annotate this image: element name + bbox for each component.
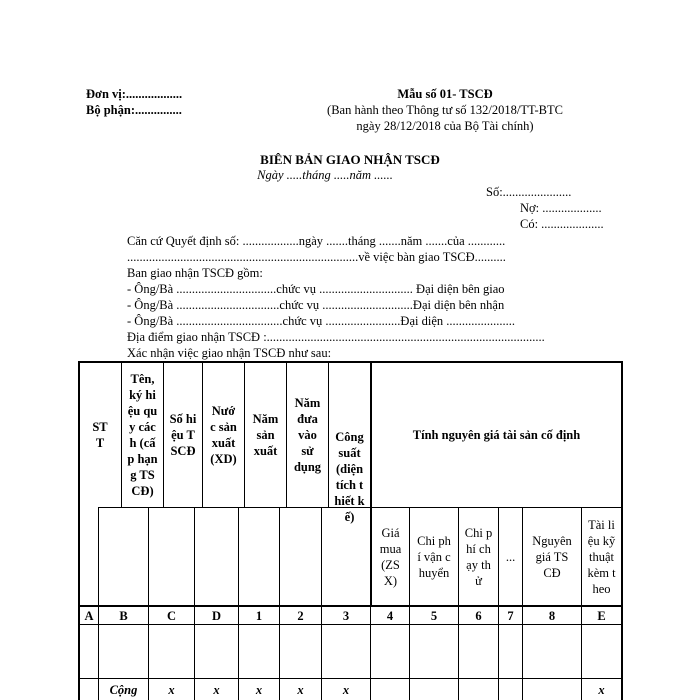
code-2: 2 [297, 608, 304, 623]
person-line-1: - Ông/Bà ................................chức vụ .............................. Đại diện bên giao [127, 282, 505, 296]
code-8: 8 [548, 608, 556, 623]
code-b: B [119, 608, 128, 623]
total-e: x [598, 682, 605, 697]
total-3: x [342, 682, 350, 697]
header-stt: STT [92, 420, 108, 450]
total-c: x [168, 682, 175, 697]
ban-giao-heading: Ban giao nhận TSCĐ gồm: [127, 266, 263, 280]
header-nam-sx: Năm sản xuất [252, 412, 279, 458]
code-6: 6 [475, 608, 482, 623]
don-vi-label: Đơn vị:.................. [86, 87, 183, 101]
person-line-2: - Ông/Bà .................................chức vụ .............................Đại diện bên nhận [127, 298, 505, 312]
can-cu-line-2: ..........................................................................về việc bàn giao TSCĐ.......... [127, 250, 506, 264]
location-line: Địa điểm giao nhận TSCĐ :......................................................................................... [127, 330, 545, 344]
header-group-nguyen-gia: Tính nguyên giá tài sản cố định [412, 428, 581, 442]
code-e: E [597, 608, 606, 623]
code-4: 4 [386, 608, 394, 623]
no-field: Nợ: ................... [520, 201, 602, 215]
header-tai-lieu: Tài liệu kỹ thuật kèm theo [587, 517, 616, 596]
form-number: Mẫu số 01- TSCĐ [397, 87, 493, 101]
header-nuoc-sx: Nước sản xuất (XD) [210, 404, 237, 466]
asset-table [78, 361, 623, 700]
bo-phan-label: Bộ phận:............... [86, 103, 182, 117]
total-1: x [255, 682, 263, 697]
header-dots: ... [505, 549, 516, 564]
issuance-note: (Ban hành theo Thông tư số 132/2018/TT-BTC [327, 103, 563, 117]
header-cp-van-chuyen: Chi phí vận chuyển [417, 533, 451, 580]
header-so-hieu: Số hiệu TSCĐ [169, 412, 197, 458]
code-5: 5 [430, 608, 438, 623]
date-line: Ngày .....tháng .....năm ...... [257, 168, 393, 182]
document-title: BIÊN BẢN GIAO NHẬN TSCĐ [260, 152, 440, 167]
header-ten: Tên, ký hiệu quy cách (cấp hạng TSCĐ) [127, 372, 158, 498]
total-d: x [213, 682, 220, 697]
so-field: Số:...................... [486, 185, 572, 199]
code-a: A [84, 608, 94, 623]
person-line-3: - Ông/Bà ..................................chức vụ ........................Đại diện ...................... [127, 314, 515, 328]
can-cu-line: Căn cứ Quyết định số: ..................ngày .......tháng .......năm .......của ............ [127, 234, 506, 248]
header-nam-dua: Năm đưa vào sử dụng [293, 396, 322, 474]
header-gia-mua: Giá mua (ZSX) [379, 525, 402, 588]
code-c: C [166, 608, 177, 623]
header-nguyen-gia: Nguyên giá TSCĐ [532, 533, 572, 580]
code-3: 3 [342, 608, 350, 623]
header-cong-suat: Công suất (diện tích thiết kế) [334, 430, 365, 524]
code-d: D [211, 608, 222, 623]
header-cp-chay-thu: Chi phí chạy thử [464, 525, 493, 588]
total-label: Cộng [109, 682, 138, 697]
code-1: 1 [255, 608, 263, 623]
issuance-date: ngày 28/12/2018 của Bộ Tài chính) [356, 119, 534, 133]
co-field: Có: .................... [520, 217, 604, 231]
confirmation-line: Xác nhận việc giao nhận TSCĐ như sau: [127, 346, 332, 360]
code-7: 7 [507, 608, 514, 623]
total-2: x [297, 682, 304, 697]
